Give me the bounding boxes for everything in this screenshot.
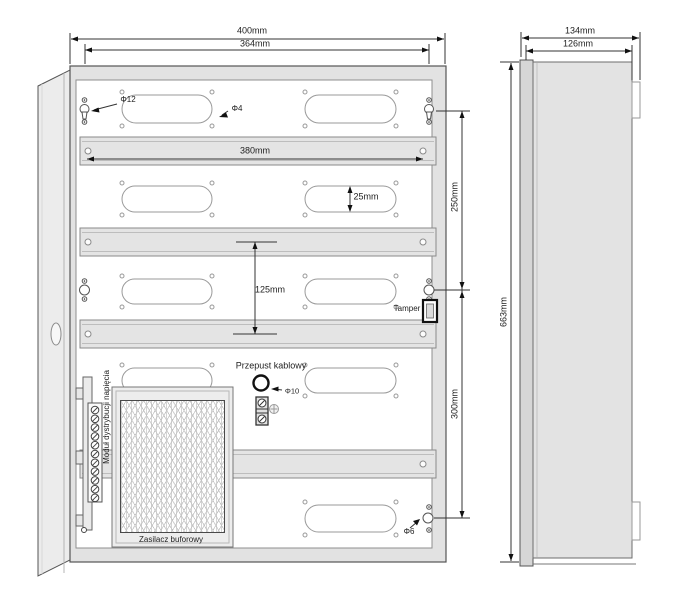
terminal-screws: [91, 406, 99, 501]
side-view: [520, 60, 640, 566]
psu-grille-pattern: [120, 400, 225, 533]
dim-663mm-label: 663mm: [498, 296, 509, 328]
tamper-switch: [423, 300, 437, 322]
phi6-label: Φ6: [403, 527, 415, 536]
psu-label: Zasilacz buforowy: [138, 535, 204, 544]
cable-gland-label: Przepust kablowy: [235, 360, 307, 371]
phi4-label: Φ4: [231, 104, 243, 113]
dim-126mm-label: 126mm: [562, 38, 594, 49]
phi10-label: Φ10: [284, 386, 300, 396]
dim-400mm-label: 400mm: [236, 25, 268, 36]
dim-125mm-label: 125mm: [254, 284, 286, 295]
dim-250mm-label: 250mm: [449, 181, 460, 213]
dim-134mm-label: 134mm: [564, 25, 596, 36]
dim-300mm-label: 300mm: [449, 388, 460, 420]
phi12-label: Φ12: [120, 95, 136, 104]
side-hinge-bottom: [632, 502, 640, 540]
dim-380mm-label: 380mm: [239, 145, 271, 156]
distribution-module-label: Moduł dystrybucji napięcia: [102, 370, 111, 464]
front-view-door: [38, 70, 70, 576]
dim-25mm-label: 25mm: [353, 191, 379, 202]
tamper-label: Tamper: [393, 304, 421, 313]
side-hinge-top: [632, 82, 640, 118]
dim-364mm-label: 364mm: [239, 38, 271, 49]
